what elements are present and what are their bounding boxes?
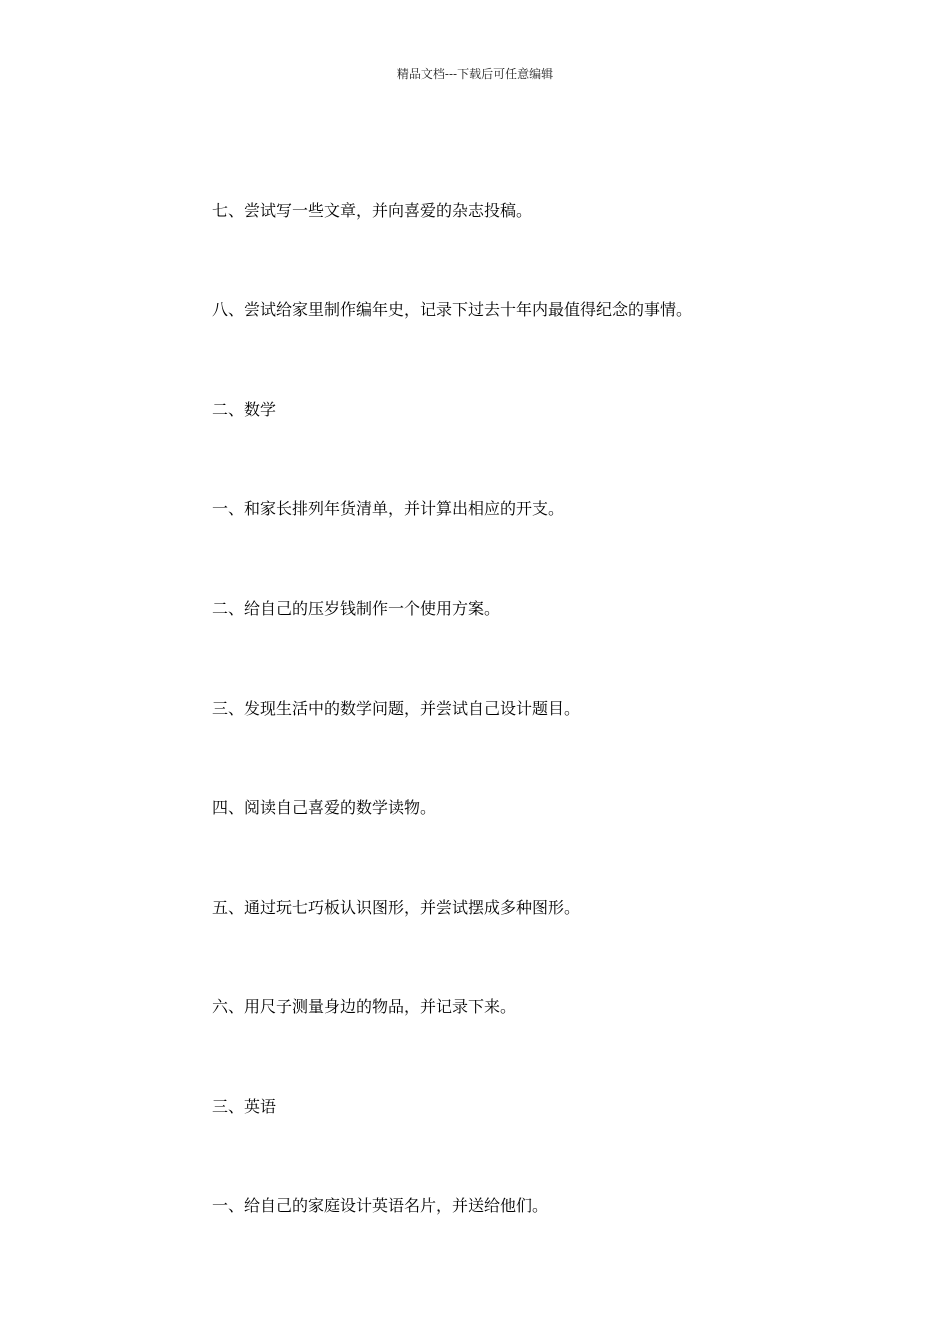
paragraph-line-3: 一、和家长排列年货清单，并计算出相应的开支。 bbox=[212, 499, 565, 518]
section-heading-english: 三、英语 bbox=[212, 1097, 277, 1116]
paragraph-line-4: 二、给自己的压岁钱制作一个使用方案。 bbox=[212, 599, 501, 618]
paragraph-line-2: 八、尝试给家里制作编年史，记录下过去十年内最值得纪念的事情。 bbox=[212, 300, 693, 319]
section-heading-math: 二、数学 bbox=[212, 400, 277, 419]
paragraph-line-9: 一、给自己的家庭设计英语名片，并送给他们。 bbox=[212, 1196, 549, 1215]
paragraph-line-1: 七、尝试写一些文章，并向喜爱的杂志投稿。 bbox=[212, 201, 533, 220]
paragraph-line-6: 四、阅读自己喜爱的数学读物。 bbox=[212, 798, 437, 817]
paragraph-line-8: 六、用尺子测量身边的物品，并记录下来。 bbox=[212, 997, 517, 1016]
paragraph-line-5: 三、发现生活中的数学问题，并尝试自己设计题目。 bbox=[212, 699, 581, 718]
page-header: 精品文档---下载后可任意编辑 bbox=[396, 67, 554, 81]
paragraph-line-7: 五、通过玩七巧板认识图形，并尝试摆成多种图形。 bbox=[212, 898, 581, 917]
